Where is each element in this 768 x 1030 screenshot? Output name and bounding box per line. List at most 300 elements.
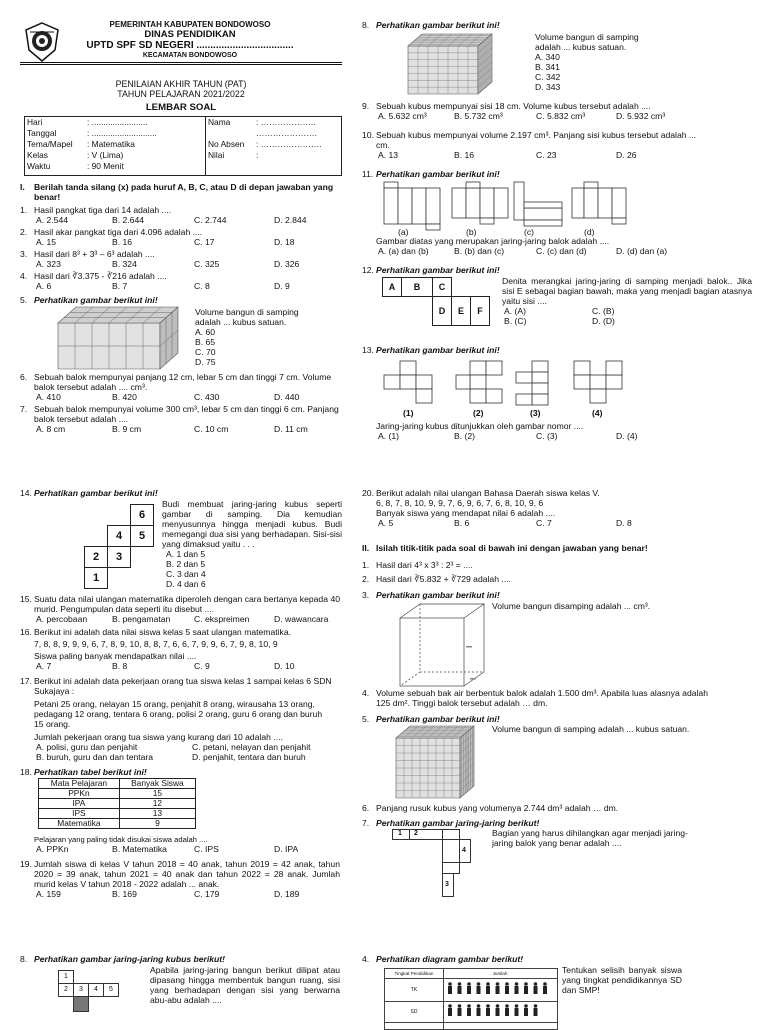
options <box>502 306 752 316</box>
options <box>34 259 340 269</box>
options <box>376 431 752 441</box>
person-icon <box>543 982 547 994</box>
option-d[interactable]: D. 18 <box>274 237 295 247</box>
page1-right-column <box>362 18 752 458</box>
option-a[interactable]: A. 1 dan 5 <box>166 549 206 559</box>
info-value: : ............................ <box>87 128 157 138</box>
net-cell-label: 1 <box>398 830 402 837</box>
cube-unit-cubes-figure <box>394 724 476 800</box>
question-body <box>376 488 752 528</box>
question-text: Berikut ini adalah data pekerjaan orang tua siswa kelas 1 sampai kelas 6 SDN Sukajaya : <box>34 676 332 696</box>
net-cell-6: 6 <box>130 504 154 526</box>
question-number: 6. <box>20 372 28 382</box>
essay-7 <box>362 818 752 898</box>
net-cell-5: 5 <box>130 525 154 547</box>
question-body <box>34 249 340 269</box>
numbered-cube-net-figure <box>56 504 156 588</box>
figure-label-4: (4) <box>592 408 603 418</box>
option-c[interactable]: C. 325 <box>194 259 220 269</box>
question-number: 14. <box>20 488 32 498</box>
section-number: I. <box>20 182 25 192</box>
table-cell: 9 <box>119 819 195 829</box>
options <box>34 237 340 247</box>
figure-label-3: (3) <box>530 408 541 418</box>
option-c[interactable]: C. 3 dan 4 <box>166 569 206 579</box>
options <box>34 614 340 624</box>
option-c[interactable]: C. 342 <box>535 72 561 82</box>
question-text: Panjang rusuk kubus yang volumenya 2.744 dm³ adalah … dm. <box>376 803 619 813</box>
question-body <box>34 627 340 671</box>
question-text: Volume bangun di samping adalah ... kubus satuan. <box>492 724 690 734</box>
question-number: 1. <box>362 560 370 570</box>
table-row <box>39 789 196 799</box>
cuboid-net-figure <box>392 829 492 901</box>
option-b[interactable]: B. 169 <box>112 889 137 899</box>
question-data: 7, 8, 8, 9, 9, 9, 6, 7, 8, 9, 10, 8, 8, 7, 6, 6, 7, 9, 9, 6, 7, 9, 8, 10, 9 <box>34 639 278 649</box>
question-14 <box>20 488 342 592</box>
question-text: Hasil dari 8³ + 3³ – 6³ adalah .... <box>34 249 155 259</box>
pictogram-row-label: SD <box>410 1009 418 1015</box>
option-d[interactable]: D. 4 dan 6 <box>166 579 206 589</box>
question-text: Apabila jaring-jaring bangun berikut dilipat atau dipasang hingga membentuk bangun ruang, sisi yang berhadapan dengan sisi yang berwarna abu-abu adalah .... <box>150 965 340 1005</box>
cube-nets-figure <box>382 359 632 407</box>
person-icon <box>534 1004 538 1016</box>
option-a[interactable]: A. (a) dan (b) <box>378 246 429 256</box>
net-cell-f: F <box>470 296 490 326</box>
option-d[interactable]: D. penjahit, tentara dan buruh <box>192 752 306 762</box>
info-left-table <box>25 117 159 172</box>
net-cell-gray <box>73 996 89 1012</box>
option-c[interactable]: C. IPS <box>194 844 219 854</box>
options <box>34 424 340 434</box>
question-data: 6, 8, 7, 8, 10, 9, 9, 7, 6, 9, 6, 7, 6, 8, 10, 9, 6 <box>376 498 544 508</box>
option-b[interactable]: B. Matematika <box>112 844 167 854</box>
net-cell-e: E <box>451 296 471 326</box>
info-right-table <box>206 117 324 172</box>
person-icon <box>524 1004 528 1016</box>
question-number: 17. <box>20 676 32 686</box>
info-value: : 90 Menit <box>87 161 124 171</box>
question-text: Suatu data nilai ulangan matematika diperoleh dengan cara bertanya kepada 40 murid. Pengumpulan data seperti itu disebut .... <box>34 594 340 614</box>
person-icon <box>496 1004 500 1016</box>
page2-right-column <box>362 486 752 906</box>
table-cell: 13 <box>119 809 195 819</box>
question-text: Sebuah kubus mempunyai sisi 18 cm. Volume kubus tersebut adalah .... <box>376 101 651 111</box>
question-body <box>34 372 340 402</box>
info-label: Kelas <box>27 150 48 160</box>
page1-left-column <box>20 18 342 458</box>
option-d[interactable]: D. 440 <box>274 392 300 402</box>
question-number: 7. <box>20 404 28 414</box>
pictogram-row-label: TK <box>410 987 418 993</box>
header-unit: UPTD SPF SD NEGERI ................................... <box>86 40 294 51</box>
question-number: 11. <box>362 169 374 179</box>
question-text: Hasil pangkat tiga dari 14 adalah .... <box>34 205 172 215</box>
net-cell-1: 1 <box>84 567 108 589</box>
pictogram-header <box>385 969 557 979</box>
subject-table <box>38 778 196 829</box>
question-body <box>376 421 752 441</box>
question-number: 3. <box>20 249 28 259</box>
question-body <box>376 101 751 121</box>
table-cell: 15 <box>119 789 195 799</box>
option-b[interactable]: B. 2 dan 5 <box>166 559 206 569</box>
option-b[interactable]: B. 420 <box>112 392 137 402</box>
option-d[interactable]: D. wawancara <box>274 614 329 624</box>
option-a[interactable]: A. PPKn <box>36 844 69 854</box>
question-ask: Jumlah pekerjaan orang tua siswa yang kurang dari 10 adalah .... <box>34 732 283 742</box>
net-cell-3: 3 <box>107 546 131 568</box>
page3-question-8 <box>20 954 342 1024</box>
question-data: Petani 25 orang, nelayan 15 orang, penjahit 8 orang, wirausaha 13 orang, pedagang 12 orang, tentara 6 orang, polisi 2 orang, guru 6 orang dan buruh 15 orang. <box>34 699 323 729</box>
info-label <box>206 128 254 139</box>
question-number: 3. <box>362 590 370 600</box>
question-text: Volume bangun di samping adalah ... kubus satuan. <box>535 32 639 52</box>
person-icon <box>486 1004 490 1016</box>
letter-net-figure <box>382 277 482 329</box>
option-c[interactable]: C. 17 <box>194 237 215 247</box>
option-b[interactable]: B. 2.644 <box>112 215 145 225</box>
option-a[interactable]: A. 13 <box>378 150 399 160</box>
option-c[interactable]: C. 23 <box>536 150 557 160</box>
question-title: Perhatikan gambar berikut ini! <box>376 345 500 355</box>
options <box>34 742 340 752</box>
question-number: 15. <box>20 594 32 604</box>
option-a[interactable]: A. 15 <box>36 237 57 247</box>
option-d[interactable]: D. (4) <box>616 431 638 441</box>
option-d[interactable]: D. 10 <box>274 661 295 671</box>
option-c[interactable]: C. 70 <box>195 347 216 357</box>
question-body <box>34 227 340 247</box>
bondowoso-logo-icon <box>24 22 60 62</box>
question-ask: Siswa paling banyak mendapatkan nilai .... <box>34 651 197 661</box>
section-title: Isilah titik-titik pada soal di bawah ini dengan jawaban yang benar! <box>376 543 648 553</box>
exam-year: TAHUN PELAJARAN 2021/2022 <box>117 89 245 99</box>
pictogram-header-level: Tingkat Pendidikan <box>385 969 444 978</box>
info-label: No Absen <box>208 139 245 149</box>
option-c[interactable]: C. 179 <box>194 889 220 899</box>
option-a[interactable]: A. 2.544 <box>36 215 69 225</box>
options <box>34 844 340 854</box>
question-side <box>162 499 342 589</box>
option-c[interactable]: C. 10 cm <box>194 424 229 434</box>
option-c[interactable]: C. ekspreimen <box>194 614 250 624</box>
info-label: Nama <box>208 117 231 127</box>
person-icon <box>467 1004 471 1016</box>
question-text: Volume bangun disamping adalah ... cm³. <box>492 601 651 611</box>
net-cell-1 <box>392 829 410 840</box>
question-body <box>376 236 752 256</box>
person-icon <box>534 982 538 994</box>
info-value: : ……………….. <box>256 117 316 127</box>
options <box>376 111 751 121</box>
person-icon <box>505 1004 509 1016</box>
question-number: 13. <box>362 345 374 355</box>
question-text: Hasil dari ∛3.375 - ∛216 adalah .... <box>34 271 167 281</box>
table-header-row <box>39 779 196 789</box>
essay-3 <box>362 590 752 686</box>
info-label: Nilai <box>208 150 225 160</box>
info-right <box>206 117 341 175</box>
net-cell-4: 4 <box>88 983 104 997</box>
page3-left-column <box>20 952 342 1024</box>
question-text: Berikut ini adalah data nilai siswa kelas 5 saat ulangan matematika. <box>34 627 292 637</box>
figure-label-1: (1) <box>403 408 414 418</box>
pictogram-header-count: Jumlah <box>492 971 508 976</box>
option-b[interactable]: B. 324 <box>112 259 137 269</box>
options <box>34 661 340 671</box>
dimension-marks <box>428 646 476 688</box>
option-d[interactable]: D. (d) dan (a) <box>616 246 668 256</box>
person-icon <box>486 982 490 994</box>
question-number: 8. <box>362 20 370 30</box>
options <box>34 215 340 225</box>
option-d[interactable]: D. 343 <box>535 82 561 92</box>
option-a[interactable]: A. 323 <box>36 259 61 269</box>
net-cell-a: A <box>382 277 402 297</box>
option-d[interactable]: D. 26 <box>616 150 637 160</box>
option-c[interactable]: C. 430 <box>194 392 220 402</box>
option-a[interactable]: A. 6 <box>36 281 52 291</box>
table-row <box>39 799 196 809</box>
question-title: Perhatikan gambar berikut ini! <box>34 295 158 305</box>
option-b[interactable]: B. 16 <box>454 150 475 160</box>
question-title: Perhatikan gambar berikut ini! <box>34 488 158 498</box>
question-number: 4. <box>362 688 370 698</box>
option-a[interactable]: A. 5.632 cm³ <box>378 111 427 121</box>
option-a[interactable]: A. 5 <box>378 518 394 528</box>
people-pictogram-icons <box>445 980 555 1028</box>
options <box>502 316 752 326</box>
question-side <box>535 32 665 92</box>
question-text: Jumlah siswa di kelas V tahun 2018 = 40 anak, tahun 2019 = 42 anak, tahun 2020 = 39 anak, tahun 2021 = 40 anak dan tahun 2022 = 28 anak. Jumlah murid kelas V tahun 2018 - 2022 adalah ... anak. <box>34 859 340 889</box>
person-icon <box>477 1004 481 1016</box>
figure-label-d: (d) <box>584 227 595 237</box>
question-body <box>34 594 340 624</box>
net-cell-3: 3 <box>73 983 89 997</box>
table-cell: Matematika <box>39 819 120 829</box>
option-c[interactable]: C. 8 <box>194 281 210 291</box>
question-number: 2. <box>20 227 28 237</box>
question-body <box>376 130 702 160</box>
person-icon <box>496 982 500 994</box>
question-ask: Banyak siswa yang mendapat nilai 6 adalah .... <box>376 508 556 518</box>
option-a[interactable]: A. percobaan <box>36 614 88 624</box>
question-number: 4. <box>20 271 28 281</box>
table-row <box>39 809 196 819</box>
option-d[interactable]: D. 2.844 <box>274 215 307 225</box>
net-cell-2: 2 <box>58 983 74 997</box>
option-a[interactable]: A. 7 <box>36 661 52 671</box>
question-body <box>34 676 340 762</box>
info-label: Tanggal <box>27 128 57 138</box>
page3-question-4 <box>362 954 752 1024</box>
question-number: 19. <box>20 859 32 869</box>
option-b[interactable]: B. 7 <box>112 281 128 291</box>
figure-label-2: (2) <box>473 408 484 418</box>
question-text: Sebuah balok mempunyai volume 300 cm³, lebar 5 cm dan tinggi 6 cm. Panjang balok tersebut adalah .... <box>34 404 339 424</box>
option-b[interactable]: B. 65 <box>195 337 216 347</box>
option-b[interactable]: B. 9 cm <box>112 424 142 434</box>
exam-title: PENILAIAN AKHIR TAHUN (PAT) <box>115 79 247 89</box>
page3-right-column <box>362 952 752 1024</box>
options <box>34 392 340 402</box>
person-icon <box>477 982 481 994</box>
info-value: : <box>256 150 259 160</box>
options <box>376 518 752 528</box>
question-text: Hasil dari ∛5.832 + ∛729 adalah .... <box>376 574 511 584</box>
option-d[interactable]: D. 11 cm <box>274 424 308 434</box>
transparent-cuboid-figure <box>398 602 488 688</box>
question-number: 2. <box>362 574 370 584</box>
section-number: II. <box>362 543 370 553</box>
question-side <box>195 307 325 367</box>
table-header: Banyak Siswa <box>119 779 195 789</box>
option-c[interactable]: C. 7 <box>536 518 552 528</box>
info-label <box>206 161 254 172</box>
question-text: Volume sebuah bak air berbentuk balok adalah 1.500 dm³. Apabila luas alasnya adalah 125 dm². Tinggi balok tersebut adalah … dm. <box>376 688 708 708</box>
option-c[interactable]: C. 5.832 cm³ <box>536 111 586 121</box>
question-body <box>34 205 340 225</box>
question-number: 5. <box>20 295 28 305</box>
option-d[interactable]: D. 189 <box>274 889 300 899</box>
question-ask: Pelajaran yang paling tidak disukai siswa adalah .... <box>34 835 208 844</box>
option-b[interactable]: B. pengamatan <box>112 614 171 624</box>
section-title: Berilah tanda silang (x) pada huruf A, B, C, atau D di depan jawaban yang benar! <box>34 182 334 202</box>
info-left <box>25 117 206 175</box>
question-number: 6. <box>362 803 370 813</box>
question-number: 1. <box>20 205 28 215</box>
cuboid-nets-figure <box>382 180 632 232</box>
option-a[interactable]: A. 340 <box>535 52 560 62</box>
option-b[interactable]: B. (C) <box>504 316 527 326</box>
option-b[interactable]: B. (2) <box>454 431 476 441</box>
question-text: Jaring-jaring kubus ditunjukkan oleh gambar nomor .... <box>376 421 584 431</box>
option-d[interactable]: D. 5.932 cm³ <box>616 111 666 121</box>
question-18 <box>20 767 342 859</box>
essay-5 <box>362 714 752 796</box>
option-c[interactable]: C. 9 <box>194 661 210 671</box>
table-cell: IPA <box>39 799 120 809</box>
question-text: Tentukan selisih banyak siswa yang tingkat pendidikannya SD dan SMP! <box>562 965 682 995</box>
question-text: Budi membuat jaring-jaring kubus seperti gambar di samping. Dia kemudian menyusunnya hingga menjadi kubus. Budi memegangi dua sisi yang berhadapan. Sisi-sisi yang dimaksud yaitu . . . <box>162 499 342 549</box>
option-c[interactable]: C. 2.744 <box>194 215 227 225</box>
option-b[interactable]: B. buruh, guru dan dan tentara <box>36 752 154 762</box>
header-district: KECAMATAN BONDOWOSO <box>142 52 238 59</box>
page2-left-column <box>20 486 342 906</box>
person-icon <box>515 1004 519 1016</box>
figure-label-a: (a) <box>398 227 409 237</box>
option-b[interactable]: B. (b) dan (c) <box>454 246 505 256</box>
table-cell: IPS <box>39 809 120 819</box>
info-box <box>24 116 342 176</box>
option-b[interactable]: B. 6 <box>454 518 470 528</box>
net-cell-c: C <box>432 277 452 297</box>
info-value: : Matematika <box>87 139 135 149</box>
info-label: Tema/Mapel <box>27 139 73 149</box>
cuboid-unit-cubes-figure <box>56 305 180 371</box>
option-b[interactable]: B. 16 <box>112 237 133 247</box>
option-a[interactable]: A. (1) <box>378 431 400 441</box>
option-d[interactable]: D. (D) <box>592 316 615 326</box>
option-d[interactable]: D. 8 <box>616 518 632 528</box>
option-c[interactable]: C. petani, nelayan dan penjahit <box>192 742 311 752</box>
option-a[interactable]: A. 159 <box>36 889 61 899</box>
option-b[interactable]: B. 341 <box>535 62 560 72</box>
net-cell-label: 3 <box>445 881 449 888</box>
info-value: : …………………. <box>256 139 322 149</box>
question-text: Volume bangun di samping adalah ... kubus satuan. <box>195 307 299 327</box>
person-icon <box>448 1004 452 1016</box>
question-title: Perhatikan gambar jaring-jaring kubus berikut! <box>34 954 226 964</box>
net-cell-2: 2 <box>84 546 108 568</box>
question-text: Hasil dari 4³ x 3³ : 2³ = .... <box>376 560 473 570</box>
question-number: 18. <box>20 767 32 777</box>
question-number: 5. <box>362 714 370 724</box>
option-b[interactable]: B. 5.732 cm³ <box>454 111 503 121</box>
question-text: Berikut adalah nilai ulangan Bahasa Daerah siswa kelas V. <box>376 488 600 498</box>
option-d[interactable]: D. IPA <box>274 844 299 854</box>
sheet-title: LEMBAR SOAL <box>145 102 217 113</box>
table-row <box>39 819 196 829</box>
options <box>34 889 340 899</box>
options <box>34 281 340 291</box>
option-a[interactable]: A. (A) <box>504 306 526 316</box>
question-text: Sebuah balok mempunyai panjang 12 cm, lebar 5 cm dan tinggi 7 cm. Volume balok tersebut adalah .... cm³. <box>34 372 332 392</box>
net-cell-4 <box>459 839 471 863</box>
header-dept: DINAS PENDIDIKAN <box>144 29 236 40</box>
question-title: Perhatikan gambar berikut ini! <box>376 169 500 179</box>
net-cell-d: D <box>432 296 452 326</box>
option-b[interactable]: B. 8 <box>112 661 128 671</box>
question-title: Perhatikan gambar berikut ini! <box>376 265 500 275</box>
option-c[interactable]: C. (B) <box>592 306 615 316</box>
question-title: Perhatikan gambar berikut ini! <box>376 590 500 600</box>
question-8 <box>362 20 752 100</box>
net-cell-2 <box>409 829 443 840</box>
gray-cube-net-figure <box>56 970 146 1020</box>
option-d[interactable]: D. 9 <box>274 281 290 291</box>
option-d[interactable]: D. 75 <box>195 357 216 367</box>
info-value: : ........................ <box>87 117 148 127</box>
net-cell-3 <box>442 873 454 897</box>
net-cell <box>442 839 460 863</box>
person-icon <box>524 982 528 994</box>
table-header: Mata Pelajaran <box>39 779 120 789</box>
option-a[interactable]: A. 410 <box>36 392 61 402</box>
option-a[interactable]: A. 60 <box>195 327 216 337</box>
net-cell-1: 1 <box>58 970 74 984</box>
info-value <box>254 161 324 172</box>
info-value: : V (Lima) <box>87 150 124 160</box>
person-icon <box>515 982 519 994</box>
question-number: 10. <box>362 130 374 140</box>
header-rule <box>20 62 342 65</box>
option-c[interactable]: C. (c) dan (d) <box>536 246 587 256</box>
question-text: Denita merangkai jaring-jaring di samping menjadi balok.. Jika sisi E sebagai bagian bawah, maka yang menjadi bagian atasnya yaitu sisi .... <box>502 276 752 306</box>
figure-label-b: (b) <box>466 227 477 237</box>
net-cell-4: 4 <box>107 525 131 547</box>
option-a[interactable]: A. polisi, guru dan penjahit <box>36 742 138 752</box>
person-icon <box>458 1004 462 1016</box>
question-title: Perhatikan gambar berikut ini! <box>376 714 500 724</box>
question-text: Gambar diatas yang merupakan jaring-jaring balok adalah .... <box>376 236 610 246</box>
header-gov: PEMERINTAH KABUPATEN BONDOWOSO <box>109 20 271 29</box>
net-cell-b: B <box>401 277 433 297</box>
option-c[interactable]: C. (3) <box>536 431 558 441</box>
option-a[interactable]: A. 8 cm <box>36 424 66 434</box>
option-d[interactable]: D. 326 <box>274 259 300 269</box>
